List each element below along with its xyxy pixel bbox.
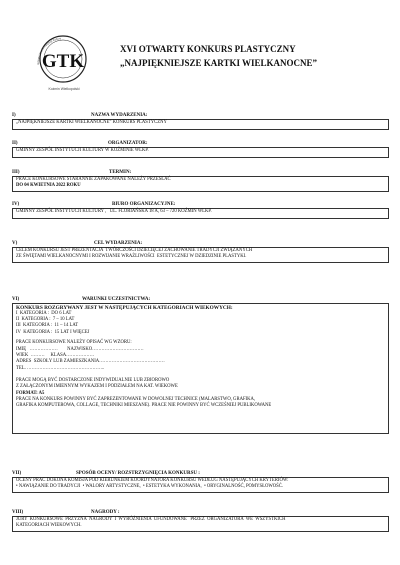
section-label: WARUNKI UCZESTNICTWA: xyxy=(82,297,151,302)
form-line: WIEK ……… KLASA……………… xyxy=(16,353,95,359)
section-heading-6 xyxy=(12,296,392,303)
logo xyxy=(28,26,98,88)
section-number: II) xyxy=(12,141,18,146)
section-heading-5 xyxy=(12,240,392,247)
category-item: II KATEGORIA : 7 – 10 LAT xyxy=(16,317,75,323)
section-box-4 xyxy=(12,208,389,219)
section-number: VIII) xyxy=(12,510,24,515)
section-number: V) xyxy=(12,241,18,246)
section-box-3 xyxy=(12,176,389,192)
section-box-6 xyxy=(12,303,389,434)
section-box-5 xyxy=(12,247,389,263)
section-label: NAGRODY : xyxy=(91,510,120,515)
logo-letters: GTK xyxy=(41,51,85,72)
section-label: CEL WYDARZENIA: xyxy=(94,241,143,246)
page-title-line2: „NAJPIĘKNIEJSZE KARTKI WIELKANOCNE” xyxy=(120,58,318,68)
section-label: BIURO ORGANIZACYJNE: xyxy=(112,202,176,207)
page-title-line1: XVI OTWARTY KONKURS PLASTYCZNY xyxy=(120,44,296,54)
deadline-text: DO 04 KWIETNIA 2022 ROKU xyxy=(16,183,81,189)
section-box-1 xyxy=(12,119,389,130)
form-line: ADRES SZKOŁY LUB ZAMIESZKANIA…………………………………… xyxy=(16,359,165,365)
section-box-2 xyxy=(12,147,389,158)
section-heading-1 xyxy=(12,112,392,119)
submission-line: Z ZAŁĄCZONYM IMIENNYM WYKAZEM I PODZIAŁEM NA KAT. WIEKOWE xyxy=(16,384,178,390)
section-line: OCENY PRAC DOKONA KOMISJA POD KIERUNKIEM KOORDYNATORA KONKURSU WEDŁUG NASTĘPUJĄCYCH KRYTERIÓW: xyxy=(16,478,289,483)
logo-graphic xyxy=(28,26,98,88)
section-number: III) xyxy=(12,170,20,175)
format-text: FORMAT: A5 xyxy=(16,390,45,396)
section-line: KATEGORIACH WIEKOWYCH. xyxy=(16,523,82,529)
logo-arc-text: Gminny Zespół Instytucji Kultury xyxy=(36,37,62,65)
section-content: GMINNY ZESPÓŁ INSTYTUCJI KULTURY , UL. FLORIAŃSKA 18 A, 63 – 720 KOŹMIN WLKP. xyxy=(16,209,212,214)
section-number: VII) xyxy=(12,471,22,476)
section-content: „NAJPIĘKNIEJSZE KARTKI WIELKANOCNE” KONKURS PLASTYCZNY xyxy=(16,120,167,125)
form-line: TEL. ………………………………………….. xyxy=(16,365,105,371)
category-item: IV KATEGORIA : 15 LAT I WIĘCEJ xyxy=(16,329,90,335)
section-content: GMINNY ZESPÓŁ INSTYTUCJI KULTURY W KOŹMINIE WLKP. xyxy=(16,148,149,153)
form-line: IMIĘ ……………… NAZWISKO…………………………… xyxy=(16,346,144,352)
logo-subtitle: Koźmin Wielkopolski xyxy=(48,87,80,91)
section-heading-4 xyxy=(12,201,392,208)
section-heading-7 xyxy=(12,470,392,477)
section-line: ZE ŚWIĘTAMI WIELKANOCNYMI I ROZWIJANIE WRAŻLIWOŚCI ESTETYCZNEJ W DZIEDZINIE PLASTYKI. xyxy=(16,254,247,260)
section-box-8 xyxy=(12,516,389,532)
section-label: TERMIN: xyxy=(109,170,132,175)
section-line: JURY KONKURSOWE PRZYZNA NAGRODY I WYRÓŻNIENIA UFUNDOWANE PRZEZ ORGANIZATORA WE WSZYSTKICH xyxy=(16,517,286,522)
submission-line: PRACE MOGĄ BYĆ DOSTARCZONE INDYWIDUALNIE LUB ZBIOROWO xyxy=(16,377,170,383)
section-label: SPOSÓB OCENY/ ROZSTRZYGNIĘCIA KONKURSU : xyxy=(76,471,200,476)
criteria-line: • NAWIĄZANIE DO TRADYCJI • WALORY ARTYSTYCZNE, • ESTETYKA WYKONANIA, • ORYGINALNOŚĆ, POMYSŁOWOŚĆ. xyxy=(16,484,284,490)
section-line: PRACE KONKURSOWE STARANNIE ZAPAKOWANE NALEŻY PRZESŁAĆ xyxy=(16,177,171,182)
section-label: NAZWA WYDARZENIA: xyxy=(91,113,148,118)
categories-heading: KONKURS ROZGRYWANY JEST W NASTĘPUJĄCYCH KATEGORIACH WIEKOWYCH: xyxy=(16,304,233,311)
section-line: CELEM KONKURSU JEST PREZENTACJA TWÓRCZOŚCI DZIECIĘCEJ ZACHOWANIE TRADYCJI ZWIĄZANYCH xyxy=(16,248,253,253)
section-heading-3 xyxy=(12,169,392,176)
category-item: III KATEGORIA : 11 – 14 LAT xyxy=(16,323,79,329)
section-box-7 xyxy=(12,477,389,493)
section-number: IV) xyxy=(12,202,20,207)
section-number: VI) xyxy=(12,297,20,302)
category-item: I KATEGORIA : DO 6 LAT xyxy=(16,310,72,316)
section-label: ORGANIZATOR: xyxy=(108,141,148,146)
section-heading-8 xyxy=(12,509,392,516)
section-number: I) xyxy=(12,113,16,118)
section-heading-2 xyxy=(12,140,392,147)
describe-instruction: PRACE KONKURSOWE NALEŻY OPISAĆ WG WZORU: xyxy=(16,340,132,346)
technique-line: PRACE NA KONKURS POWINNY BYĆ ZAPREZENTOWANE W DOWOLNEJ TECHNICE (MALARSTWO, GRAFIKA, xyxy=(16,396,256,402)
technique-line: GRAFIKA KOMPUTEROWA, COLLAGE, TECHNIKI MIESZANE). PRACE NIE POWINNY BYĆ WCZEŚNIEJ PUBLIKOWANE xyxy=(16,403,272,409)
